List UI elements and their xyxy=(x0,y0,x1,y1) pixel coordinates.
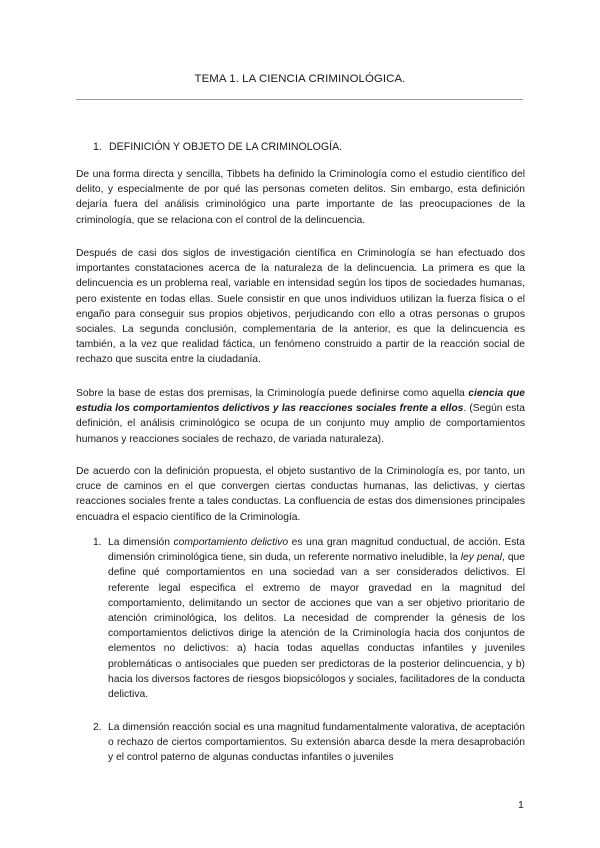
paragraph-premises-end: . (Según esta definición, el análisis criminológico se ocupa de un conjunto muy amplio de comportamientos humanos y reacciones sociales de rechazo, de variada naturaleza). xyxy=(76,403,526,445)
section-heading xyxy=(93,141,342,153)
list-item-text: es una gran magnitud conductual, de acción. Esta dimensión criminológica tiene, sin duda, un referente normativo ineludible, la xyxy=(108,537,525,564)
list-item-italic: ley penal xyxy=(460,552,503,564)
paragraph-findings: Después de casi dos siglos de investigación científica en Criminología se han efectuado dos importantes constataciones acerca de la naturaleza de la delincuencia. La primera es que la delincuencia es un problema real, variable en intensidad según los tipos de sociedades humanas, pero existente en todas ellas. Suele consistir en que unos individuos utilizan la fuerza física o el engaño para conseguir sus propios objetivos, perjudicando con ello a otras personas o grupos sociales. La segunda conclusión, complementaria de la anterior, es que la delincuencia es también, a la vez que realidad fáctica, un fenómeno construido a partir de la reacción social de rechazo que suscita entre la ciudadanía. xyxy=(76,248,525,366)
list-item-text: , que define qué comportamientos en una sociedad van a ser considerados delictivos. El referente legal especifica el extremo de mayor gravedad en la magnitud del comportamiento, delimitando un sector de acciones que van a ser objetivo prioritario de atención criminológica, los delitos. La necesidad de comprender la génesis de los comportamientos delictivos dirige la atención de la Criminología hacia dos conjuntos de elementos no delictivos: a) hacia todas aquellas conductas infantiles y juveniles problemáticas o antisociales que pueden ser predictoras de la posterior delincuencia, y b) hacia los diversos factores de riesgos biopsicólogos y sociales, facilitadores de la conducta delictiva. xyxy=(108,552,526,701)
title-divider xyxy=(76,99,523,100)
list-item-number: 1. xyxy=(93,537,102,548)
paragraph-premises xyxy=(76,386,525,447)
criminology-definition-emphasis: ciencia que estudia los comportamientos delictivos y las reacciones sociales frente a ellos xyxy=(76,388,525,415)
page-number: 1 xyxy=(518,799,524,811)
list-item-italic: comportamiento delictivo xyxy=(173,537,289,548)
list-item-body: La dimensión reacción social es una magnitud fundamentalmente valorativa, de aceptación o rechazo de ciertos comportamientos. Su extensión abarca desde la mera desaprobación y el control paterno de algunas conductas infantiles o juveniles xyxy=(108,722,525,764)
list-item-body xyxy=(108,535,525,702)
section-number: 1. xyxy=(93,141,102,153)
page-title: TEMA 1. LA CIENCIA CRIMINOLÓGICA. xyxy=(194,73,406,85)
list-item xyxy=(93,720,525,766)
list-item-text: La dimensión xyxy=(108,537,174,548)
paragraph-object: De acuerdo con la definición propuesta, el objeto sustantivo de la Criminología es, por tanto, un cruce de caminos en el que convergen ciertas conductas humanas, las delictivas, y ciertas reacciones sociales frente a tales conductas. La confluencia de estas dos dimensiones principales encuadra el espacio científico de la Criminología. xyxy=(76,466,525,523)
list-item-number: 2. xyxy=(93,722,102,733)
paragraph-definition: De una forma directa y sencilla, Tibbets ha definido la Criminología como el estudio científico del delito, y especialmente de por qué las personas cometen delitos. Sin embargo, esta definición dejaría fuera del análisis criminológico una parte importante de las preocupaciones de la criminología, que se relaciona con el control de la delincuencia. xyxy=(76,169,525,226)
paragraph-premises-start: Sobre la base de estas dos premisas, la Criminología puede definirse como aquella xyxy=(76,388,469,399)
section-heading-text: DEFINICIÓN Y OBJETO DE LA CRIMINOLOGÍA. xyxy=(109,141,343,153)
list-item xyxy=(93,535,525,702)
